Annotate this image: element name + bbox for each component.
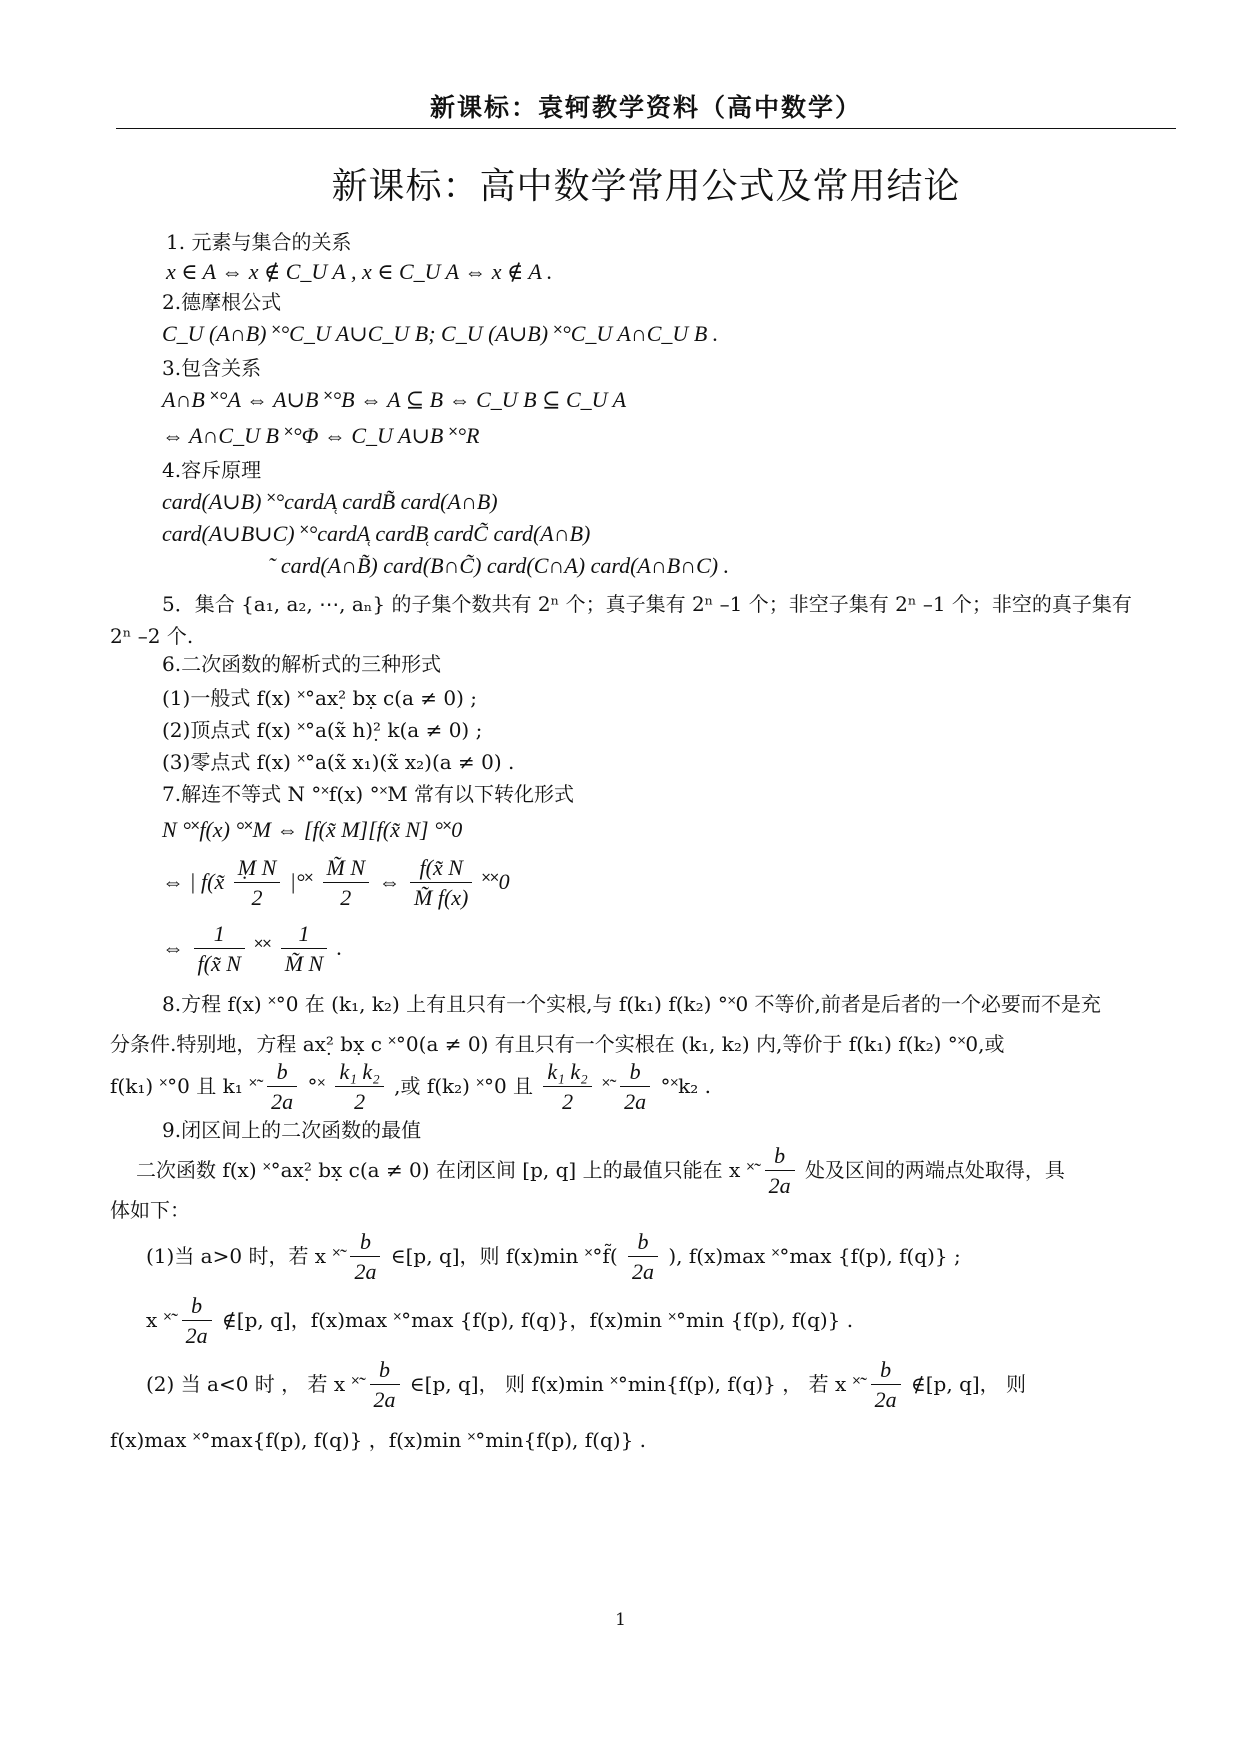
fraction-denominator: 2a: [768, 1173, 791, 1198]
section-6-general-form: (1)一般式 f(x) ˟°ax²̣ bx̣ c(a ≠ 0) ;: [162, 686, 478, 710]
fraction-denominator: 2a: [624, 1089, 647, 1114]
fraction-numerator: b: [182, 1292, 212, 1321]
section-6-zero-form: (3)零点式 f(x) ˟°a(x̃ x₁)(x̃ x₂)(a ≠ 0) .: [162, 750, 515, 774]
section-9-c3-c: ∉[p, q]， 则: [910, 1372, 1027, 1396]
fraction-b-over-2a: [182, 1292, 212, 1351]
fraction-denominator: 2: [354, 1089, 366, 1114]
section-9-c3-a: (2) 当 a<0 时 ， 若 x ˟̃: [146, 1372, 360, 1396]
page-number: 1: [615, 1610, 626, 1630]
fraction-denominator: 2: [251, 885, 263, 911]
header-divider: [116, 128, 1176, 129]
section-2-heading: 2.德摩根公式: [162, 290, 282, 314]
fraction-numerator: 1: [281, 920, 328, 949]
fraction-numerator: 1: [194, 920, 245, 949]
section-9-c1-b: ∈[p, q]，则 f(x)min ˟°f̃(: [390, 1244, 618, 1268]
fraction-denominator: 2a: [354, 1259, 377, 1284]
section-9-intro-a: 二次函数 f(x) ˟°ax²̣ bx̣ c(a ≠ 0) 在闭区间 [p, q] 上的最值只能在 x ˟̃: [136, 1158, 755, 1182]
section-6-heading: 6.二次函数的解析式的三种形式: [162, 652, 442, 676]
fraction-numerator: f(x̃ N: [410, 854, 472, 883]
section-8-l3-a: f(k₁) ˟°0 且 k₁ ˟̃: [110, 1074, 257, 1098]
section-7-f3-mid: ˟˟: [254, 935, 272, 960]
fraction-b-over-2a: [267, 1058, 297, 1117]
section-9-heading: 9.闭区间上的二次函数的最值: [162, 1118, 422, 1142]
section-5-text-cont: 2ⁿ –2 个.: [110, 624, 194, 648]
section-2-formula: C_U (A∩B) ˟°C_U A∪C_U B; C_U (A∪B) ˟°C_U A∩C_U B .: [162, 321, 719, 346]
section-7-f3-prefix: ⇔: [162, 935, 184, 960]
fraction-numerator: b: [350, 1228, 380, 1257]
fraction-numerator: b: [871, 1356, 901, 1385]
section-9-c2-b: ∉[p, q]，f(x)max ˟°max {f(p), f(q)}，f(x)min ˟°min {f(p), f(q)} .: [222, 1308, 854, 1332]
section-9-c1-c: ), f(x)max ˟°max {f(p), f(q)} ;: [668, 1244, 961, 1268]
fraction-b-over-2a: [350, 1228, 380, 1287]
section-8-l3-b: °˟: [307, 1074, 326, 1098]
section-8-line-1: 8.方程 f(x) ˟°0 在 (k₁, k₂) 上有且只有一个实根,与 f(k₁) f(k₂) °˟0 不等价,前者是后者的一个必要而不是充: [162, 992, 1101, 1016]
section-8-line-2: 分条件.特别地，方程 ax²̣ bx̣ c ˟°0(a ≠ 0) 有且只有一个实根在 (k₁, k₂) 内,等价于 f(k₁) f(k₂) °˟0,或: [110, 1032, 1005, 1056]
fraction-denominator: 2: [340, 885, 352, 911]
section-9-intro-cont: 体如下：: [110, 1198, 190, 1222]
section-9-c1-a: (1)当 a>0 时，若 x ˟̃: [146, 1244, 341, 1268]
fraction-denominator: 2a: [185, 1323, 208, 1348]
section-6-vertex-form: (2)顶点式 f(x) ˟°a(x̃ h)²̣ k(a ≠ 0) ;: [162, 718, 483, 742]
section-3-formula-1: A∩B ˟°A ⇔ A∪B ˟°B ⇔ A ⊆ B ⇔ C_U B ⊆ C_U A: [162, 387, 627, 412]
fraction-m-plus-n-over-2: [234, 854, 281, 913]
section-7-formula-2: [162, 852, 510, 913]
section-7-formula-3: [162, 918, 342, 979]
fraction-numerator: M̃ N: [323, 854, 370, 883]
fraction-denominator: 2: [562, 1089, 574, 1114]
section-4-formula-1: card(A∪B) ˟°cardA̜ cardB̃ card(A∩B): [162, 489, 498, 514]
fraction-denominator: M̃ N: [284, 951, 324, 977]
fraction-m-minus-n-over-2: [323, 854, 370, 913]
section-8-l3-c: ,或 f(k₂) ˟°0 且: [394, 1074, 534, 1098]
section-8-l3-d: ˟̃: [602, 1074, 610, 1098]
section-7-formula-1: N °˟f(x) °˟M ⇔ [f(x̃ M][f(x̃ N] °˟0: [162, 817, 463, 842]
fraction-b-over-2a-b: [620, 1058, 650, 1117]
section-4-heading: 4.容斥原理: [162, 458, 262, 482]
fraction-denominator: 2a: [271, 1089, 294, 1114]
section-8-line-3: [110, 1056, 711, 1117]
fraction-numerator: Ṃ N: [234, 854, 281, 883]
section-9-intro-b: 处及区间的两端点处取得，具: [804, 1158, 1065, 1182]
fraction-numerator: b: [620, 1058, 650, 1087]
fraction-1-over-m-minus-n: [281, 920, 328, 979]
section-5-text: 5．集合 {a₁, a₂, ⋯, aₙ} 的子集个数共有 2ⁿ 个；真子集有 2ⁿ –1 个；非空子集有 2ⁿ –1 个；非空的真子集有: [162, 592, 1132, 616]
section-9-case-2-cont: f(x)max ˟°max{f(p), f(q)} ，f(x)min ˟°min{f(p), f(q)} .: [110, 1428, 647, 1452]
section-9-c3-b: ∈[p, q]， 则 f(x)min ˟°min{f(p), f(q)} ， 若 x ˟̃: [409, 1372, 861, 1396]
section-1-heading: 1. 元素与集合的关系: [166, 230, 352, 254]
fraction-b-over-2a-b: [628, 1228, 658, 1287]
fraction-numerator: k₁ k₂: [335, 1058, 383, 1087]
section-1-formula: x ∈ A ⇔ x ∉ C_U A , x ∈ C_U A ⇔ x ∉ A .: [166, 259, 553, 284]
section-7-f3-suffix: .: [336, 935, 343, 960]
section-7-heading: 7.解连不等式 N °˟f(x) °˟M 常有以下转化形式: [162, 782, 575, 806]
fraction-denominator: 2a: [373, 1387, 396, 1412]
fraction-denominator: f(x̃ N: [197, 951, 241, 977]
fraction-b-over-2a-b: [871, 1356, 901, 1415]
fraction-k1-plus-k2-over-2-b: [543, 1058, 591, 1117]
fraction-numerator: k₁ k₂: [543, 1058, 591, 1087]
section-9-c2-a: x ˟̃: [146, 1308, 172, 1332]
fraction-denominator: M̃ f(x): [414, 885, 469, 911]
section-7-f2-suffix: ˟˟0: [481, 869, 510, 894]
document-title: 新课标：高中数学常用公式及常用结论: [331, 166, 961, 207]
section-4-formula-2: card(A∪B∪C) ˟°cardA̜ cardB̜ cardC̃ card(A∩B): [162, 521, 591, 546]
section-7-f2-equiv: ⇔: [378, 869, 401, 894]
section-9-case-1-cont: [146, 1290, 853, 1351]
section-8-l3-e: °˟k₂ .: [660, 1074, 711, 1098]
section-3-formula-2: ⇔ A∩C_U B ˟°Φ ⇔ C_U A∪B ˟°R: [162, 423, 480, 448]
running-header: 新课标：袁轲教学资料（高中数学）: [429, 93, 862, 122]
section-7-f2-mid: |°˟: [289, 869, 314, 894]
fraction-numerator: b: [267, 1058, 297, 1087]
fraction-numerator: b: [765, 1142, 795, 1171]
fraction-1-over-fx-minus-n: [194, 920, 245, 979]
section-9-intro: [136, 1140, 1065, 1201]
fraction-numerator: b: [370, 1356, 400, 1385]
fraction-denominator: 2a: [632, 1259, 654, 1284]
fraction-b-over-2a: [765, 1142, 795, 1201]
section-9-case-2: [146, 1354, 1026, 1415]
fraction-denominator: 2a: [874, 1387, 897, 1412]
section-9-case-1: [146, 1226, 961, 1287]
section-7-f2-prefix: ⇔ | f(x̃: [162, 869, 225, 894]
fraction-k1-plus-k2-over-2: [335, 1058, 383, 1117]
section-4-formula-3: ˜ card(A∩B̃) card(B∩C̃) card(C∩A) card(A∩B∩C) .: [268, 553, 730, 578]
section-3-heading: 3.包含关系: [162, 356, 262, 380]
fraction-numerator: b: [628, 1228, 658, 1257]
fraction-b-over-2a: [370, 1356, 400, 1415]
fraction-fx-minus-n-over-m-minus-fx: [410, 854, 472, 913]
